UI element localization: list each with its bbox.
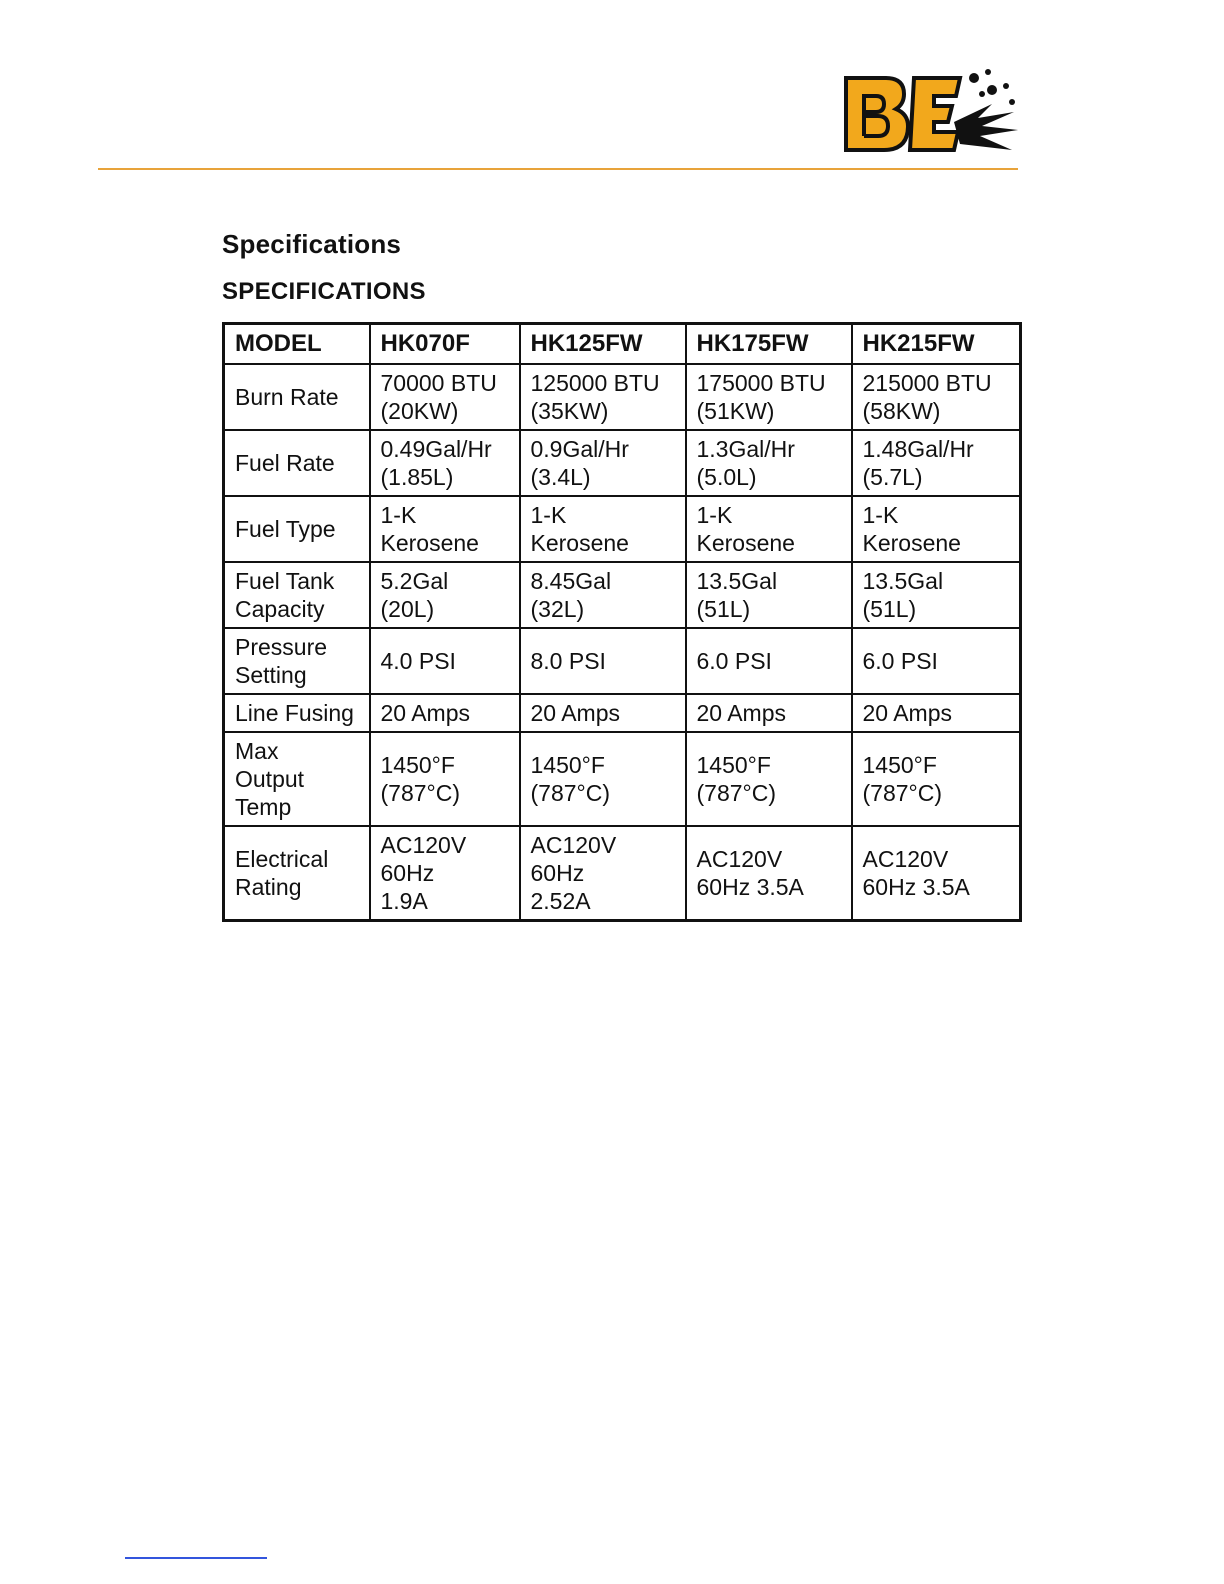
table-cell: 20 Amps bbox=[370, 694, 520, 732]
table-cell: 20 Amps bbox=[520, 694, 686, 732]
row-label: Fuel Rate bbox=[224, 430, 370, 496]
header-rule bbox=[98, 168, 1018, 170]
column-header: HK125FW bbox=[520, 324, 686, 365]
row-label: Fuel Tank Capacity bbox=[224, 562, 370, 628]
section-heading: SPECIFICATIONS bbox=[222, 278, 426, 305]
table-cell: 1450°F (787°C) bbox=[520, 732, 686, 826]
table-header-row bbox=[224, 324, 1021, 365]
table-cell: 6.0 PSI bbox=[686, 628, 852, 694]
table-cell: 125000 BTU (35KW) bbox=[520, 364, 686, 430]
column-header: HK215FW bbox=[852, 324, 1021, 365]
row-label: Burn Rate bbox=[224, 364, 370, 430]
column-header: MODEL bbox=[224, 324, 370, 365]
table-cell: 1450°F (787°C) bbox=[686, 732, 852, 826]
table-cell: 1-K Kerosene bbox=[686, 496, 852, 562]
row-label: Max Output Temp bbox=[224, 732, 370, 826]
row-label: Pressure Setting bbox=[224, 628, 370, 694]
logo-letter-e bbox=[910, 78, 960, 150]
table-cell: 1-K Kerosene bbox=[370, 496, 520, 562]
table-cell: AC120V 60Hz 2.52A bbox=[520, 826, 686, 921]
table-cell: AC120V 60Hz 1.9A bbox=[370, 826, 520, 921]
table-cell: 1-K Kerosene bbox=[852, 496, 1021, 562]
table-cell: 1450°F (787°C) bbox=[370, 732, 520, 826]
table-cell: 1-K Kerosene bbox=[520, 496, 686, 562]
table-cell: 0.9Gal/Hr (3.4L) bbox=[520, 430, 686, 496]
table-row bbox=[224, 732, 1021, 826]
table-cell: 215000 BTU (58KW) bbox=[852, 364, 1021, 430]
table-cell: 8.0 PSI bbox=[520, 628, 686, 694]
table-cell: 1.3Gal/Hr (5.0L) bbox=[686, 430, 852, 496]
table-cell: 13.5Gal (51L) bbox=[686, 562, 852, 628]
column-header: HK175FW bbox=[686, 324, 852, 365]
table-row bbox=[224, 364, 1021, 430]
table-cell: 0.49Gal/Hr (1.85L) bbox=[370, 430, 520, 496]
table-cell: 1450°F (787°C) bbox=[852, 732, 1021, 826]
table-cell: 6.0 PSI bbox=[852, 628, 1021, 694]
table-cell: 4.0 PSI bbox=[370, 628, 520, 694]
table-cell: 20 Amps bbox=[852, 694, 1021, 732]
row-label: Fuel Type bbox=[224, 496, 370, 562]
table-cell: 175000 BTU (51KW) bbox=[686, 364, 852, 430]
table-row bbox=[224, 628, 1021, 694]
table-cell: 70000 BTU (20KW) bbox=[370, 364, 520, 430]
page-heading: Specifications bbox=[222, 229, 402, 259]
splash-mark bbox=[954, 69, 1018, 150]
column-header: HK070F bbox=[370, 324, 520, 365]
row-label: Line Fusing bbox=[224, 694, 370, 732]
table-row bbox=[224, 562, 1021, 628]
table-cell: 8.45Gal (32L) bbox=[520, 562, 686, 628]
table-row bbox=[224, 694, 1021, 732]
table-cell: 20 Amps bbox=[686, 694, 852, 732]
row-label: Electrical Rating bbox=[224, 826, 370, 921]
table-cell: 5.2Gal (20L) bbox=[370, 562, 520, 628]
table-cell: AC120V 60Hz 3.5A bbox=[686, 826, 852, 921]
table-row bbox=[224, 430, 1021, 496]
table-row bbox=[224, 496, 1021, 562]
table-cell: AC120V 60Hz 3.5A bbox=[852, 826, 1021, 921]
specifications-table bbox=[222, 322, 1022, 922]
table-row bbox=[224, 826, 1021, 921]
table-cell: 1.48Gal/Hr (5.7L) bbox=[852, 430, 1021, 496]
footer-link-underline[interactable] bbox=[125, 1557, 267, 1559]
brand-logo bbox=[842, 64, 1022, 156]
table-cell: 13.5Gal (51L) bbox=[852, 562, 1021, 628]
